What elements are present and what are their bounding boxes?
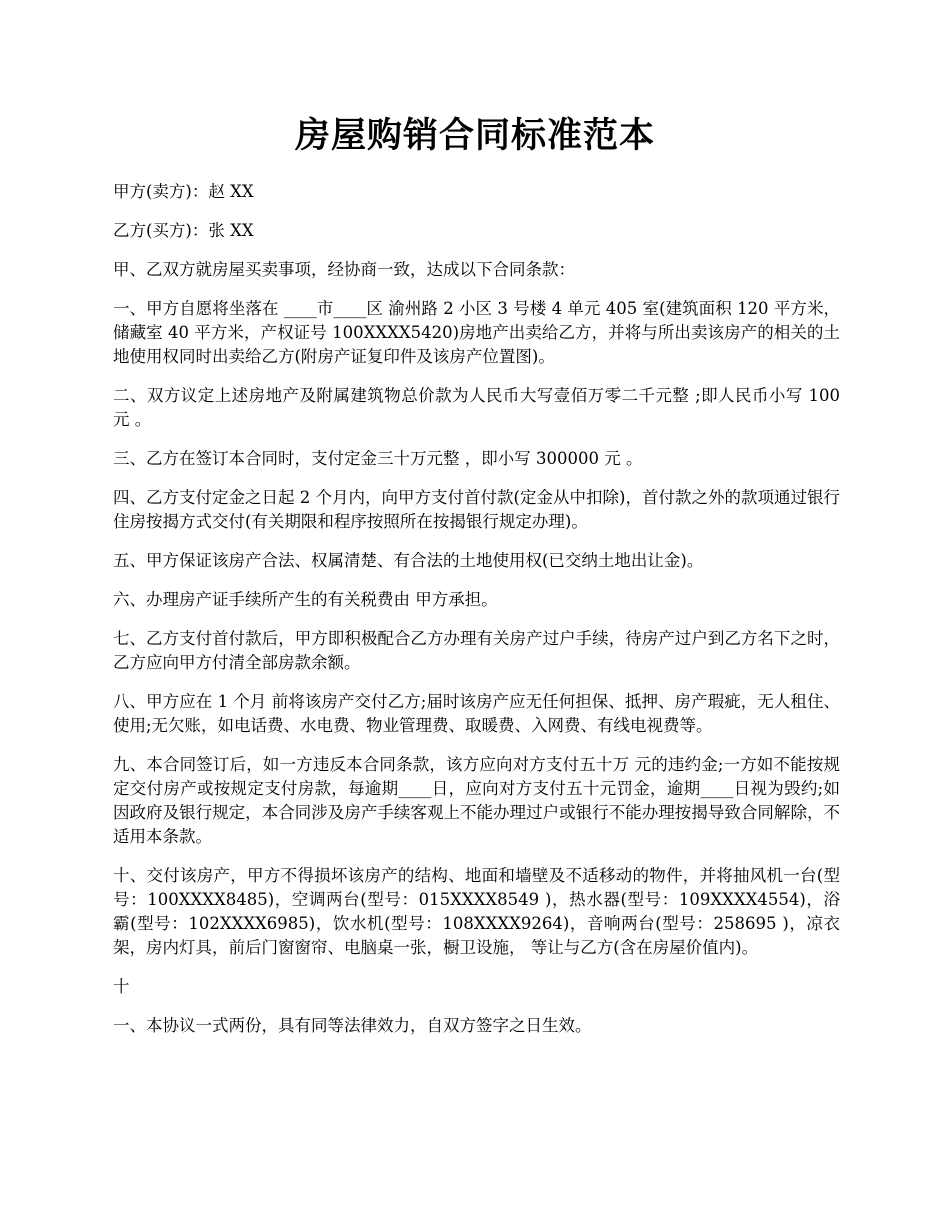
clause-1: 一、甲方自愿将坐落在 ____市____区 渝州路 2 小区 3 号楼 4 单元 405 室(建筑面积 120 平方米，储藏室 40 平方米，产权证号 100XXXX5420)房地产出卖给乙方，并将与所出卖该房产的相关的土地使用权同时出卖给乙方(附房产证复印件及该房产位置图)。 (113, 299, 840, 366)
clause-3: 三、乙方在签订本合同时，支付定金三十万元整 ，即小写 300000 元 。 (113, 449, 643, 468)
clause-8: 八、甲方应在 1 个月 前将该房产交付乙方;届时该房产应无任何担保、抵押、房产瑕疵，无人租住、使用;无欠账，如电话费、水电费、物业管理费、取暖费、入网费、有线电视费等。 (113, 692, 840, 735)
clause-6: 六、办理房产证手续所产生的有关税费由 甲方承担。 (113, 590, 498, 609)
clause-7: 七、乙方支付首付款后，甲方即积极配合乙方办理有关房产过户手续，待房产过户到乙方名下之时，乙方应向甲方付清全部房款余额。 (113, 629, 840, 672)
clause-9: 九、本合同签订后，如一方违反本合同条款，该方应向对方支付五十万 元的违约金;一方如不能按规定交付房产或按规定支付房款，每逾期____日，应向对方支付五十元罚金，逾期____日视为毁约;如因政府及银行规定，本合同涉及房产手续客观上不能办理过户或银行不能办理按揭导致合同解除，不适用本条款。 (113, 755, 840, 846)
clause-10: 十、交付该房产，甲方不得损坏该房产的结构、地面和墙壁及不适移动的物件，并将抽风机一台(型号：100XXXX8485)，空调两台(型号：015XXXX8549 )，热水器(型号：109XXXX4554)，浴霸(型号：102XXXX6985)，饮水机(型号：108XXXX9264)，音响两台(型号：258695 )，凉衣架，房内灯具，前后门窗窗帘、电脑桌一张，橱卫设施， 等让与乙方(含在房屋价值内)。 (113, 866, 840, 957)
preamble-paragraph: 甲、乙双方就房屋买卖事项，经协商一致，达成以下合同条款： (113, 260, 575, 279)
clause-4: 四、乙方支付定金之日起 2 个月内，向甲方支付首付款(定金从中扣除)，首付款之外的款项通过银行住房按揭方式交付(有关期限和程序按照所在按揭银行规定办理)。 (113, 488, 840, 531)
party-a-line: 甲方(卖方)：赵 XX (113, 182, 254, 201)
document-title: 房屋购销合同标准范本 (294, 115, 655, 156)
clause-11-number: 十 (113, 977, 130, 996)
party-b-line: 乙方(买方)：张 XX (113, 221, 254, 240)
document-body (113, 180, 840, 1053)
clause-2: 二、双方议定上述房地产及附属建筑物总价款为人民币大写壹佰万零二千元整 ;即人民币小写 100 元 。 (113, 386, 840, 429)
clause-5: 五、甲方保证该房产合法、权属清楚、有合法的土地使用权(已交纳土地出让金)。 (113, 551, 704, 570)
clause-11-text: 一、本协议一式两份，具有同等法律效力，自双方签字之日生效。 (113, 1016, 592, 1035)
